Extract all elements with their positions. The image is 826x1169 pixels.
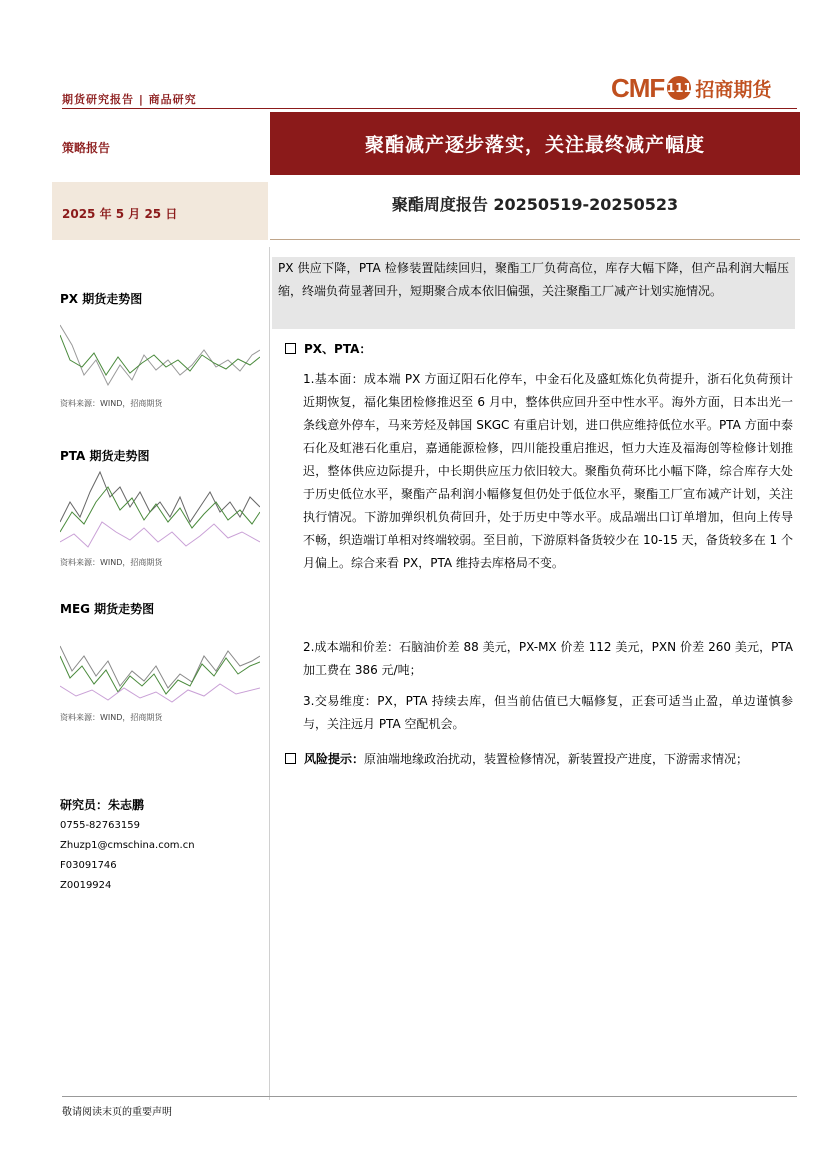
risk-warning [285,748,793,771]
company-logo [611,72,771,104]
paragraph-fundamentals: 1.基本面：成本端 PX 方面辽阳石化停车，中金石化及盛虹炼化负荷提升，浙石化负荷预计近期恢复，福化集团检修推迟至 6 月中，整体供应回升至中性水平。海外方面，日本出光一条线意外停车，马来芳烃及韩国 SKGC 有重启计划，进口供应维持低位水平。PTA 方面中泰石化及虹港石化重启，嘉通能源检修，四川能投重启推迟，恒力大连及福海创等检修计划推迟，整体供应边际提升，中长期供应压力依旧较大。聚酯负荷环比小幅下降，综合库存大处于历史低位水平，聚酯产品利润小幅修复但仍处于低位水平，聚酯工厂宣布减产计划，关注执行情况。下游加弹织机负荷回升，处于历史中等水平。成品端出口订单增加，但向上传导不畅，织造端订单相对终端较弱。至目前，下游原料备货较少在 10-15 天，备货较多在 1 个月偏上。综合来看 PX，PTA 维持去库格局不变。 [303,372,793,570]
risk-label: 风险提示： [304,752,365,766]
report-subtitle: 聚酯周度报告 20250519-20250523 [391,195,679,214]
report-type-tags: 期货研究报告 | 商品研究 [62,93,197,106]
px-chart-title: PX 期货走势图 [60,292,143,306]
footer-divider [62,1096,797,1097]
paragraph-trading: 3.交易维度：PX，PTA 持续去库，但当前估值已大幅修复，正套可适当止盈，单边谨慎参与，关注远月 PTA 空配机会。 [303,694,793,731]
checkbox-bullet-icon [285,753,296,764]
analyst-license-z: Z0019924 [60,880,112,891]
analyst-license-f: F03091746 [60,860,117,871]
logo-cmf-text: CMF [611,72,665,103]
report-title: 聚酯减产逐步落实，关注最终减产幅度 [364,134,705,156]
paragraph-cost-spread: 2.成本端和价差：石脑油价差 88 美元，PX-MX 价差 112 美元，PXN 价差 260 美元，PTA 加工费在 386 元/吨； [303,640,793,677]
column-divider [269,247,270,1100]
subtitle-divider [270,239,800,240]
analyst-email[interactable]: Zhuzp1@cmschina.com.cn [60,840,195,851]
report-category: 策略报告 [62,141,111,155]
summary-box: PX 供应下降，PTA 检修装置陆续回归，聚酯工厂负荷高位，库存大幅下降，但产品利润大幅压缩，终端负荷显著回升，短期聚合成本依旧偏强，关注聚酯工厂减产计划实施情况。 [272,257,795,329]
logo-mark-icon: 111 [667,76,691,100]
header-divider [62,108,797,109]
px-futures-chart [60,305,260,397]
report-date: 2025 年 5 月 25 日 [62,207,178,221]
meg-chart-source: 资料来源：WIND，招商期货 [60,713,163,722]
analyst-phone: 0755-82763159 [60,820,140,831]
pta-chart-title: PTA 期货走势图 [60,449,150,463]
meg-chart-title: MEG 期货走势图 [60,602,155,616]
section-heading: PX、PTA： [285,340,371,357]
pta-chart-source: 资料来源：WIND，招商期货 [60,558,163,567]
footer-disclaimer[interactable]: 敬请阅读末页的重要声明 [62,1107,172,1118]
pta-futures-chart [60,462,260,554]
checkbox-bullet-icon [285,343,296,354]
px-chart-source: 资料来源：WIND，招商期货 [60,399,163,408]
logo-cn-text: 招商期货 [695,78,772,101]
analyst-name: 研究员：朱志鹏 [60,798,145,812]
meg-futures-chart [60,616,260,708]
risk-text: 原油端地缘政治扰动，装置检修情况，新装置投产进度，下游需求情况； [364,752,749,766]
report-title-bar [270,112,800,175]
